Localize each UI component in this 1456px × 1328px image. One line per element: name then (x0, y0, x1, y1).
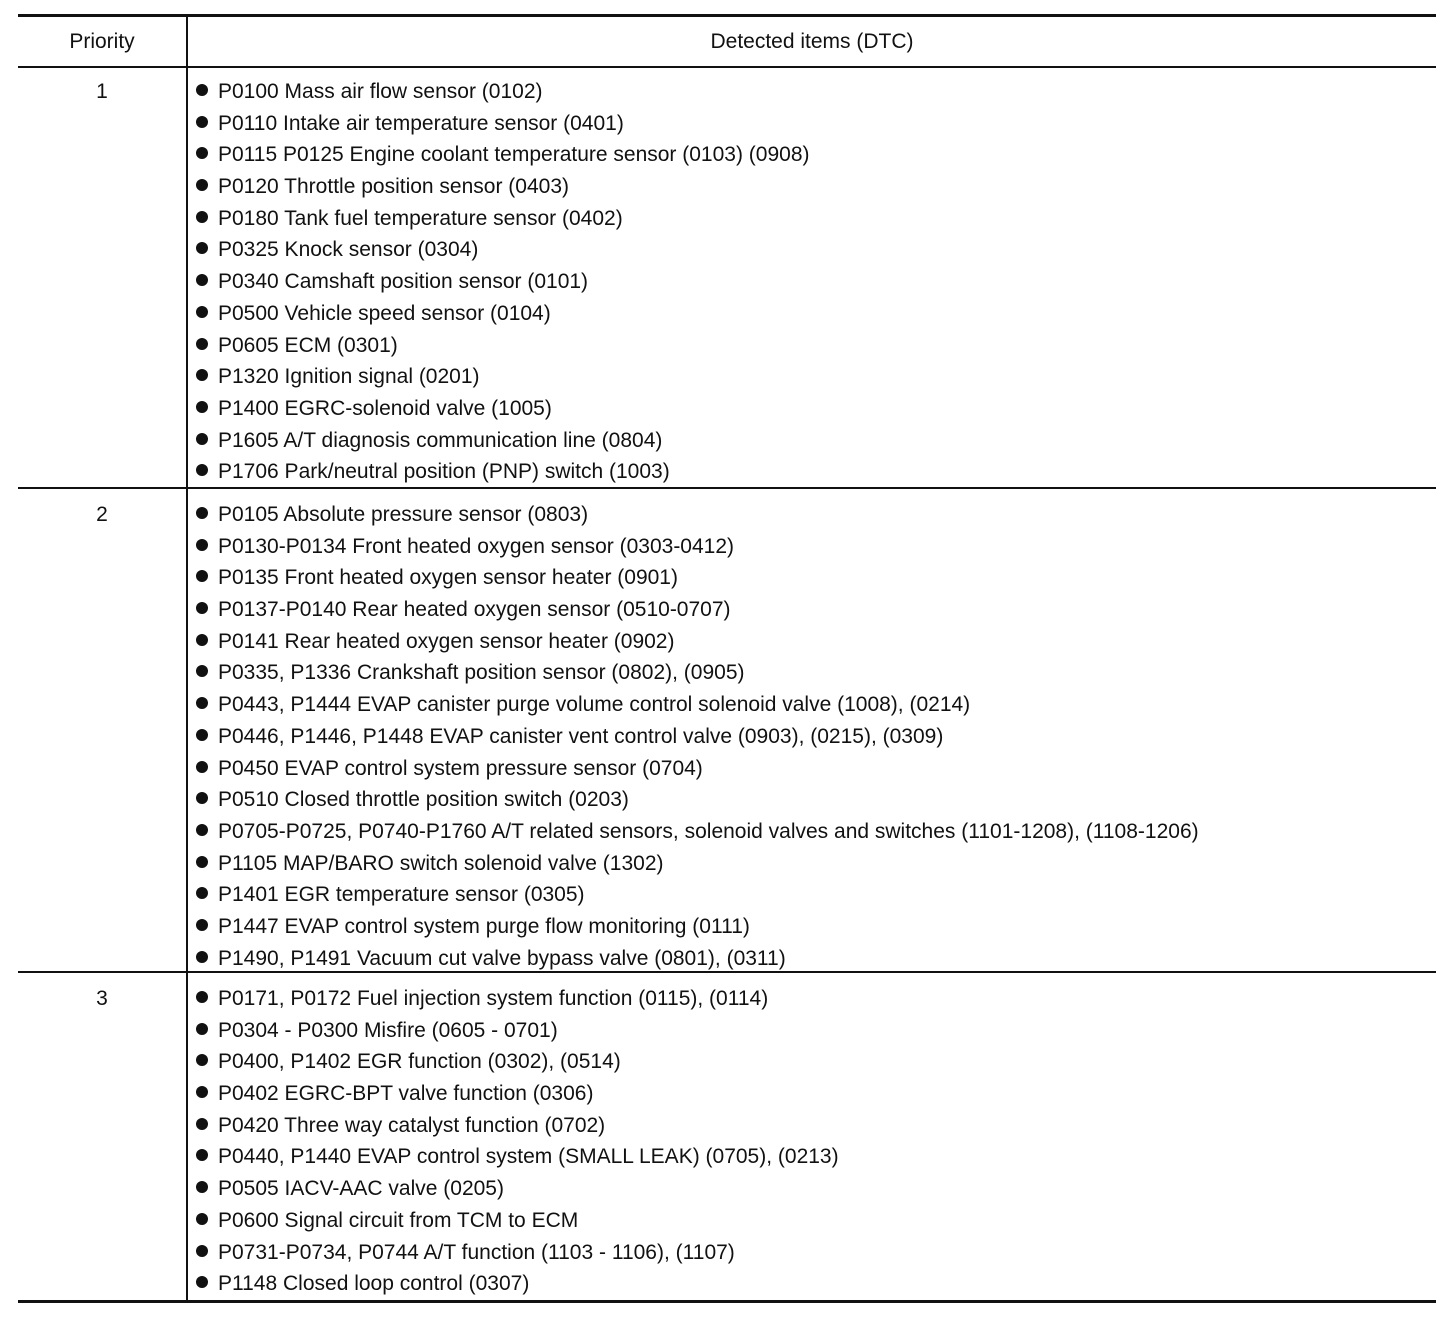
dtc-item-text: P0420 Three way catalyst function (0702) (218, 1113, 606, 1137)
list-item (196, 270, 810, 302)
dtc-item-text: P0171, P0172 Fuel injection system function (0115), (0114) (218, 987, 769, 1010)
bullet-icon (196, 147, 208, 159)
priority-cell: 1 (96, 80, 108, 103)
dtc-item-text: P0130-P0134 Front heated oxygen sensor (0303-0412) (218, 534, 735, 558)
bullet-icon (196, 1086, 208, 1098)
bullet-icon (196, 792, 208, 804)
dtc-item-text: P0180 Tank fuel temperature sensor (0402) (218, 206, 623, 230)
dtc-item-text: P1320 Ignition signal (0201) (218, 365, 480, 389)
list-item (196, 947, 1199, 979)
dtc-item-text: P1105 MAP/BARO switch solenoid valve (1302) (218, 851, 664, 875)
list-item (196, 820, 1199, 852)
bullet-icon (196, 1118, 208, 1130)
dtc-item-text: P1401 EGR temperature sensor (0305) (218, 883, 585, 907)
dtc-item-text: P0115 P0125 Engine coolant temperature sensor (0103) (0908) (218, 143, 810, 167)
dtc-item-text: P0440, P1440 EVAP control system (SMALL LEAK) (0705), (0213) (218, 1145, 839, 1169)
dtc-item-text: P0446, P1446, P1448 EVAP canister vent control valve (0903), (0215), (0309) (218, 724, 944, 748)
list-item (196, 1082, 839, 1114)
dtc-item-text: P0731-P0734, P0744 A/T function (1103 - 1106), (1107) (218, 1240, 735, 1264)
bullet-icon (196, 338, 208, 350)
list-item (196, 987, 839, 1019)
list-item (196, 852, 1199, 884)
bullet-icon (196, 1054, 208, 1066)
priority-cell: 3 (96, 987, 108, 1010)
list-item (196, 1114, 839, 1146)
bullet-icon (196, 951, 208, 963)
list-item (196, 175, 810, 207)
bullet-icon (196, 84, 208, 96)
dtc-item-text: P0340 Camshaft position sensor (0101) (218, 270, 589, 294)
list-item (196, 429, 810, 461)
list-item (196, 725, 1199, 757)
list-item (196, 661, 1199, 693)
dtc-item-text: P0335, P1336 Crankshaft position sensor (0802), (0905) (218, 661, 745, 685)
bullet-icon (196, 401, 208, 413)
list-item (196, 143, 810, 175)
list-item (196, 397, 810, 429)
dtc-item-text: P1605 A/T diagnosis communication line (0804) (218, 428, 663, 452)
header-bottom-rule (18, 66, 1436, 68)
bullet-icon (196, 824, 208, 836)
bullet-icon (196, 697, 208, 709)
dtc-list-priority-2 (196, 503, 1199, 978)
list-item (196, 112, 810, 144)
list-item (196, 460, 810, 492)
dtc-item-text: P0100 Mass air flow sensor (0102) (218, 80, 543, 103)
list-item (196, 1209, 839, 1241)
dtc-item-text: P0510 Closed throttle position switch (0203) (218, 788, 629, 812)
bullet-icon (196, 919, 208, 931)
bullet-icon (196, 1245, 208, 1257)
list-item (196, 1145, 839, 1177)
bullet-icon (196, 274, 208, 286)
bullet-icon (196, 369, 208, 381)
column-divider (186, 17, 188, 1301)
bullet-icon (196, 729, 208, 741)
bullet-icon (196, 1276, 208, 1288)
list-item (196, 207, 810, 239)
dtc-item-text: P0325 Knock sensor (0304) (218, 238, 479, 262)
list-item (196, 1177, 839, 1209)
priority-cell: 2 (96, 503, 108, 526)
list-item (196, 598, 1199, 630)
list-item (196, 1241, 839, 1273)
bullet-icon (196, 856, 208, 868)
dtc-item-text: P0135 Front heated oxygen sensor heater (0901) (218, 566, 678, 590)
bullet-icon (196, 1023, 208, 1035)
dtc-item-text: P0120 Throttle position sensor (0403) (218, 175, 569, 199)
dtc-item-text: P0443, P1444 EVAP canister purge volume control solenoid valve (1008), (0214) (218, 693, 971, 717)
list-item (196, 365, 810, 397)
bullet-icon (196, 539, 208, 551)
list-item (196, 80, 810, 112)
dtc-item-text: P0400, P1402 EGR function (0302), (0514) (218, 1050, 621, 1074)
dtc-list-priority-3 (196, 987, 839, 1304)
bullet-icon (196, 211, 208, 223)
dtc-item-text: P0137-P0140 Rear heated oxygen sensor (0510-0707) (218, 598, 731, 622)
header-priority: Priority (69, 29, 135, 53)
dtc-item-text: P0600 Signal circuit from TCM to ECM (218, 1208, 579, 1232)
dtc-item-text: P0605 ECM (0301) (218, 333, 398, 357)
dtc-list-priority-1 (196, 80, 810, 492)
dtc-item-text: P0105 Absolute pressure sensor (0803) (218, 503, 589, 526)
dtc-item-text: P1148 Closed loop control (0307) (218, 1272, 530, 1296)
dtc-item-text: P0500 Vehicle speed sensor (0104) (218, 301, 551, 325)
dtc-item-text: P0505 IACV-AAC valve (0205) (218, 1177, 504, 1201)
list-item (196, 238, 810, 270)
bullet-icon (196, 991, 208, 1003)
list-item (196, 693, 1199, 725)
dtc-item-text: P0141 Rear heated oxygen sensor heater (0902) (218, 629, 675, 653)
list-item (196, 535, 1199, 567)
bullet-icon (196, 1181, 208, 1193)
list-item (196, 788, 1199, 820)
bullet-icon (196, 507, 208, 519)
header-detected-items: Detected items (DTC) (710, 29, 914, 53)
list-item (196, 915, 1199, 947)
dtc-item-text: P0402 EGRC-BPT valve function (0306) (218, 1082, 594, 1106)
bullet-icon (196, 433, 208, 445)
dtc-item-text: P1706 Park/neutral position (PNP) switch (1003) (218, 460, 670, 484)
dtc-item-text: P0450 EVAP control system pressure sensor (0704) (218, 756, 703, 780)
list-item (196, 334, 810, 366)
bullet-icon (196, 761, 208, 773)
list-item (196, 566, 1199, 598)
list-item (196, 1272, 839, 1304)
bullet-icon (196, 464, 208, 476)
list-item (196, 757, 1199, 789)
dtc-item-text: P0304 - P0300 Misfire (0605 - 0701) (218, 1018, 558, 1042)
bullet-icon (196, 179, 208, 191)
bullet-icon (196, 1149, 208, 1161)
bullet-icon (196, 602, 208, 614)
list-item (196, 630, 1199, 662)
dtc-item-text: P1447 EVAP control system purge flow monitoring (0111) (218, 914, 750, 938)
bullet-icon (196, 242, 208, 254)
dtc-item-text: P1400 EGRC-solenoid valve (1005) (218, 396, 552, 420)
bullet-icon (196, 665, 208, 677)
list-item (196, 1019, 839, 1051)
list-item (196, 1050, 839, 1082)
bullet-icon (196, 306, 208, 318)
list-item (196, 503, 1199, 535)
dtc-item-text: P0110 Intake air temperature sensor (0401) (218, 111, 624, 135)
bullet-icon (196, 1213, 208, 1225)
bullet-icon (196, 887, 208, 899)
list-item (196, 883, 1199, 915)
bullet-icon (196, 116, 208, 128)
bullet-icon (196, 570, 208, 582)
dtc-item-text: P1490, P1491 Vacuum cut valve bypass valve (0801), (0311) (218, 946, 786, 970)
dtc-item-text: P0705-P0725, P0740-P1760 A/T related sensors, solenoid valves and switches (1101-1208), (1108-1206) (218, 819, 1199, 843)
bullet-icon (196, 634, 208, 646)
list-item (196, 302, 810, 334)
